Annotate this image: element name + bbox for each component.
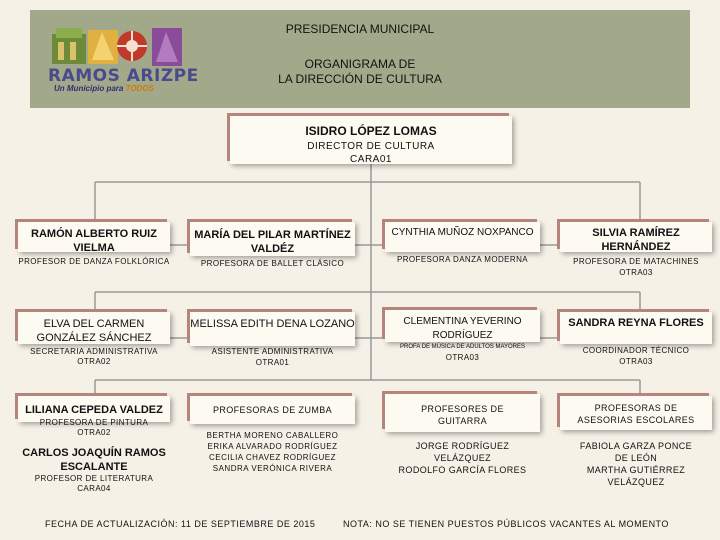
group-member: MARTHA GUTIÉRREZ VELÁZQUEZ [586, 465, 686, 487]
group-members [560, 440, 712, 488]
page-title: PRESIDENCIA MUNICIPAL [285, 22, 435, 36]
staff-code: OTRA02 [77, 428, 111, 437]
vacancy-note: NOTA: NO SE TIENEN PUESTOS PÚBLICOS VACANTES AL MOMENTO [343, 519, 669, 529]
subtitle-line-2: LA DIRECCIÓN DE CULTURA [278, 72, 442, 86]
group-members [385, 440, 540, 476]
director-code: CARA01 [350, 154, 392, 165]
group-member: FABIOLA GARZA PONCE DE LEÓN [579, 441, 693, 463]
staff-name: MARÍA DEL PILAR MARTÍNEZ VALDÉZ [194, 229, 351, 255]
staff-name: CARLOS JOAQUÍN RAMOS ESCALANTE [22, 447, 166, 473]
staff-role: SECRETARIA ADMINISTRATIVA [30, 347, 158, 356]
logo-tagline-accent: TODOS [125, 84, 154, 93]
group-member: SANDRA VERÓNICA RIVERA [212, 464, 333, 473]
group-title: PROFESORAS DE ASESORIAS ESCOLARES [577, 403, 695, 425]
group-members [190, 430, 355, 474]
logo-tagline-text: Un Municipio para [54, 84, 124, 93]
director-title: DIRECTOR DE CULTURA [307, 141, 435, 152]
staff-name: CYNTHIA MUÑOZ NOXPANCO [391, 227, 534, 238]
staff-role: PROFESORA DANZA MODERNA [397, 255, 528, 264]
staff-name: MELISSA EDITH DENA LOZANO [190, 318, 355, 330]
group-member: RODOLFO GARCÍA FLORES [398, 465, 527, 475]
staff-code: CARA04 [77, 484, 111, 493]
staff-role: PROFESOR DE LITERATURA [34, 474, 154, 483]
staff-name: ELVA DEL CARMEN GONZÁLEZ SÁNCHEZ [36, 318, 152, 344]
director-role [230, 140, 512, 166]
staff-role: PROFA DE MÚSICA DE ADULTOS MAYORES [399, 344, 526, 350]
staff-code: OTRA01 [255, 358, 290, 367]
update-date: FECHA DE ACTUALIZACIÓN: 11 DE SEPTIEMBRE DE 2015 [45, 519, 316, 529]
staff-role: PROFESORA DE PINTURA [39, 418, 149, 427]
staff-name: RAMÓN ALBERTO RUIZ VIELMA [31, 228, 157, 254]
subtitle-line-1: ORGANIGRAMA DE [304, 57, 416, 71]
director-name: ISIDRO LÓPEZ LOMAS [305, 124, 437, 138]
staff-role: PROFESORA DE BALLET CLÁSICO [200, 259, 345, 268]
group-member: BERTHA MORENO CABALLERO [206, 431, 339, 440]
staff-name: SANDRA REYNA FLORES [568, 317, 704, 329]
staff-code: OTRA03 [445, 353, 480, 362]
group-title: PROFESORAS DE ZUMBA [212, 405, 333, 415]
staff-role: PROFESOR DE DANZA FOLKLÓRICA [18, 257, 170, 266]
staff-code: OTRA02 [77, 357, 111, 366]
group-title: PROFESORES DE GUITARRA [421, 404, 504, 426]
staff-code: OTRA03 [619, 268, 653, 277]
staff-name: SILVIA RAMÍREZ HERNÁNDEZ [592, 227, 680, 253]
logo-text: RAMOS ARIZPE [48, 66, 199, 86]
staff-role: PROFESORA DE MATACHINES [573, 257, 699, 266]
staff-name: CLEMENTINA YEVERINO RODRÍGUEZ [403, 316, 522, 341]
staff-role: COORDINADOR TÉCNICO [582, 346, 690, 355]
staff-code: OTRA03 [619, 357, 653, 366]
staff-name: LILIANA CEPEDA VALDEZ [25, 404, 163, 416]
staff-role: ASISTENTE ADMINISTRATIVA [211, 347, 334, 356]
group-member: CECILIA CHAVEZ RODRÍGUEZ [209, 453, 336, 462]
group-member: JORGE RODRÍGUEZ VELÁZQUEZ [415, 441, 510, 463]
group-member: ERIKA ALVARADO RODRÍGUEZ [207, 442, 338, 451]
